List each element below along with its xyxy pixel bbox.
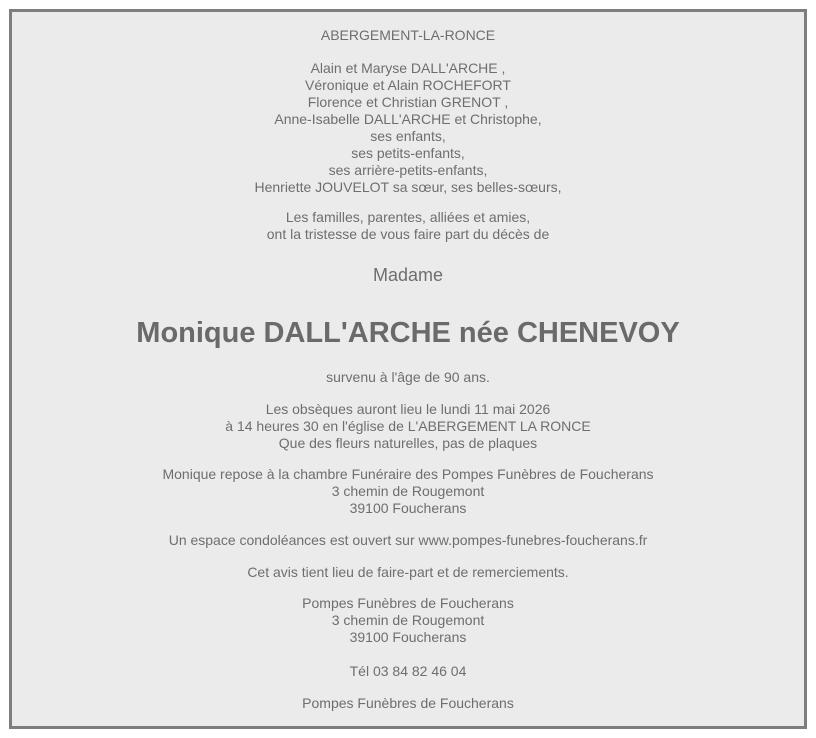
phone-line: Tél 03 84 82 46 04 (349, 663, 467, 679)
family-line: ses enfants, (370, 128, 446, 144)
funeral-line: Les obsèques auront lieu le lundi 11 mai 2026 (265, 401, 551, 417)
obituary-notice (9, 9, 807, 729)
family-line: Henriette JOUVELOT sa sœur, ses belles-sœurs, (254, 179, 562, 195)
funeral-line: à 14 heures 30 en l'église de L'ABERGEMENT LA RONCE (225, 418, 591, 434)
funeral-home-line: Pompes Funèbres de Foucherans (302, 595, 514, 611)
family-line: Alain et Maryse DALL'ARCHE , (310, 60, 506, 76)
funeral-home-line: 39100 Foucherans (349, 629, 467, 645)
family-line: Florence et Christian GRENOT , (307, 94, 509, 110)
deceased-name: Monique DALL'ARCHE née CHENEVOY (136, 317, 680, 349)
signature-line: Pompes Funèbres de Foucherans (302, 695, 514, 711)
town-heading: ABERGEMENT-LA-RONCE (320, 27, 496, 43)
family-line: ses arrière-petits-enfants, (328, 162, 488, 178)
funeral-home-line: 3 chemin de Rougemont (331, 612, 485, 628)
rests-at-line: 3 chemin de Rougemont (331, 483, 485, 499)
condolences-line: Un espace condoléances est ouvert sur www.pompes-funebres-foucherans.fr (168, 532, 648, 548)
family-line: ses petits-enfants, (351, 145, 465, 161)
family-line: Véronique et Alain ROCHEFORT (305, 77, 511, 93)
age-line: survenu à l'âge de 90 ans. (326, 369, 490, 385)
funeral-line: Que des fleurs naturelles, pas de plaques (278, 435, 538, 451)
rests-at-line: 39100 Foucherans (349, 500, 467, 516)
thanks-line: Cet avis tient lieu de faire-part et de remerciements. (247, 564, 569, 580)
family-line: Anne-Isabelle DALL'ARCHE et Christophe, (274, 111, 542, 127)
announcement-line: Les familles, parentes, alliées et amies, (285, 209, 531, 225)
rests-at-line: Monique repose à la chambre Funéraire des Pompes Funèbres de Foucherans (162, 466, 654, 482)
honorific-title: Madame (372, 265, 444, 285)
announcement-line: ont la tristesse de vous faire part du décès de (266, 226, 550, 242)
